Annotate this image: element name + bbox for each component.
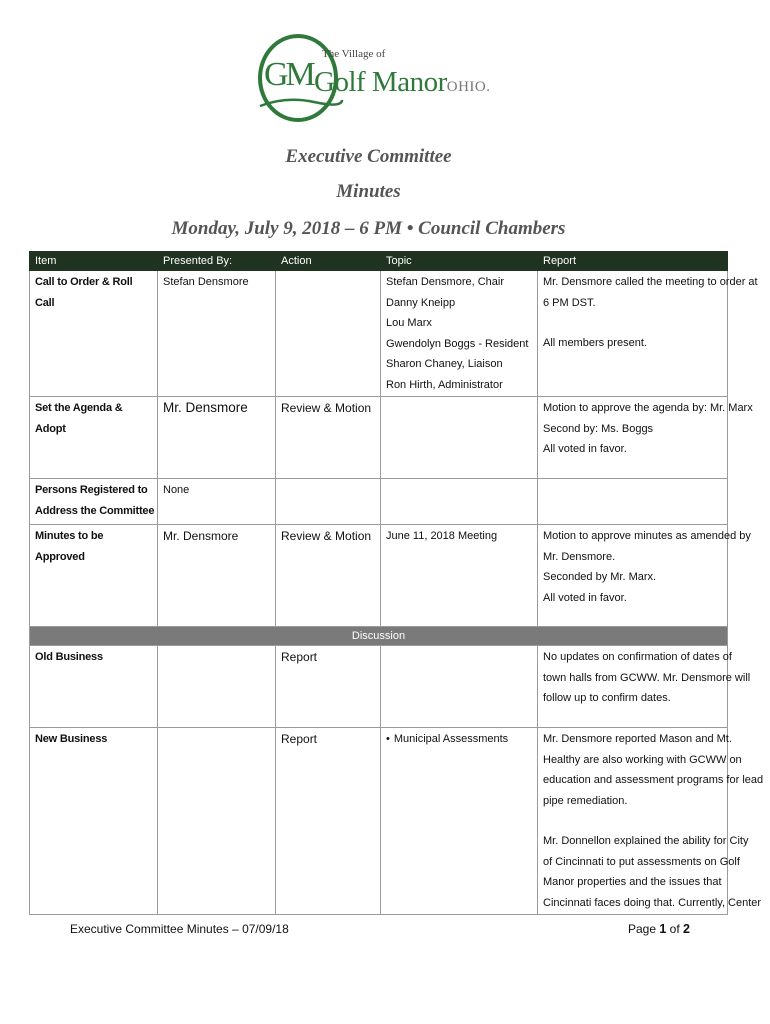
topic-line: Sharon Chaney, Liaison [386, 358, 503, 370]
report-cell [538, 525, 751, 627]
report-line: Seconded by Mr. Marx. [543, 571, 657, 583]
report-line: Mr. Donnellon explained the ability for City [543, 835, 749, 847]
of-word: of [669, 922, 680, 936]
topic-cell [381, 728, 538, 915]
table-row [30, 479, 728, 525]
item-cell: Old Business [30, 646, 158, 728]
logo-village-text: The Village of [322, 48, 386, 60]
report-line: follow up to confirm dates. [543, 692, 671, 704]
report-line: Mr. Densmore reported Mason and Mt. [543, 733, 732, 745]
page-word: Page [628, 922, 657, 936]
report-line: All voted in favor. [543, 591, 627, 604]
report-line: All members present. [543, 337, 647, 349]
current-page: 1 [659, 922, 667, 936]
table-row [30, 271, 728, 397]
presenter-cell [158, 728, 276, 915]
presenter-cell: Mr. Densmore [158, 525, 276, 627]
document-title: Executive Committee [285, 146, 452, 167]
table-row [30, 728, 728, 915]
presenter-cell: None [158, 479, 276, 525]
village-logo [256, 32, 491, 126]
column-header-presented-by: Presented By: [158, 252, 276, 271]
report-line: Cincinnati faces doing that. Currently, Center [543, 896, 762, 909]
topic-line: Lou Marx [386, 317, 432, 329]
topic-line: Gwendolyn Boggs - Resident [386, 337, 529, 350]
action-cell [276, 271, 381, 397]
topic-cell [381, 397, 538, 479]
topic-bullet-item: • Municipal Assessments [386, 729, 532, 750]
topic-cell [381, 525, 538, 627]
report-line: of Cincinnati to put assessments on Golf [543, 855, 740, 868]
report-line: Manor properties and the issues that [543, 876, 722, 888]
logo-monogram: GM [264, 56, 313, 93]
table-row [30, 397, 728, 479]
report-line: Motion to approve minutes as amended by [543, 530, 751, 542]
logo-name-text: Golf Manor [314, 66, 447, 98]
report-line: education and assessment programs for lead [543, 774, 764, 786]
presenter-cell: Stefan Densmore [158, 271, 276, 397]
topic-line: Stefan Densmore, Chair [386, 276, 504, 288]
item-cell: New Business [30, 728, 158, 915]
item-line: Address the Committee [35, 504, 155, 517]
report-line: town halls from GCWW. Mr. Densmore will [543, 671, 751, 684]
topic-cell [381, 479, 538, 525]
topic-cell [381, 271, 538, 397]
report-cell [538, 397, 753, 479]
report-line: Mr. Densmore called the meeting to order at [543, 276, 758, 288]
item-cell: Minutes to be Approved [30, 525, 158, 627]
column-header-report: Report [538, 252, 728, 271]
document-subtitle: Minutes [336, 181, 401, 202]
action-cell [276, 479, 381, 525]
item-cell: Set the Agenda & Adopt [30, 397, 158, 479]
table-row [30, 646, 728, 728]
item-line: Persons Registered to [35, 484, 148, 496]
topic-line: Danny Kneipp [386, 296, 456, 309]
action-cell: Report [276, 646, 381, 728]
report-line: 6 PM DST. [543, 296, 596, 309]
logo-name [314, 66, 490, 99]
report-line: Second by: Ms. Boggs [543, 422, 654, 435]
minutes-table [29, 251, 764, 915]
footer-document-label: Executive Committee Minutes – 07/09/18 [70, 922, 289, 936]
report-line: Mr. Densmore. [543, 550, 616, 563]
report-cell [538, 479, 728, 525]
table-row [30, 525, 728, 627]
item-cell: Call to Order & Roll Call [30, 271, 158, 397]
topic-line: June 11, 2018 Meeting [386, 530, 498, 542]
action-cell: Report [276, 728, 381, 915]
table-header-row [30, 252, 728, 271]
topic-line: Ron Hirth, Administrator [386, 378, 503, 391]
report-line: Healthy are also working with GCWW on [543, 753, 742, 766]
action-cell: Review & Motion [276, 397, 381, 479]
report-line: Motion to approve the agenda by: Mr. Marx [543, 402, 753, 414]
column-header-action: Action [276, 252, 381, 271]
page-number [628, 922, 690, 936]
topic-cell [381, 646, 538, 728]
presenter-cell [158, 646, 276, 728]
presenter-cell: Mr. Densmore [158, 397, 276, 479]
column-header-item: Item [30, 252, 158, 271]
discussion-divider-row [30, 627, 728, 646]
column-header-topic: Topic [381, 252, 538, 271]
logo-state: OHIO. [446, 79, 491, 95]
report-cell [538, 728, 764, 915]
report-cell [538, 271, 758, 397]
report-line: No updates on confirmation of dates of [543, 651, 732, 663]
item-cell [30, 479, 158, 525]
meeting-date-location: Monday, July 9, 2018 – 6 PM • Council Chambers [171, 218, 566, 239]
report-line: All voted in favor. [543, 443, 627, 455]
report-line: pipe remediation. [543, 794, 628, 807]
report-cell [538, 646, 751, 728]
discussion-label: Discussion [30, 627, 728, 646]
total-pages: 2 [683, 922, 690, 936]
action-cell: Review & Motion [276, 525, 381, 627]
